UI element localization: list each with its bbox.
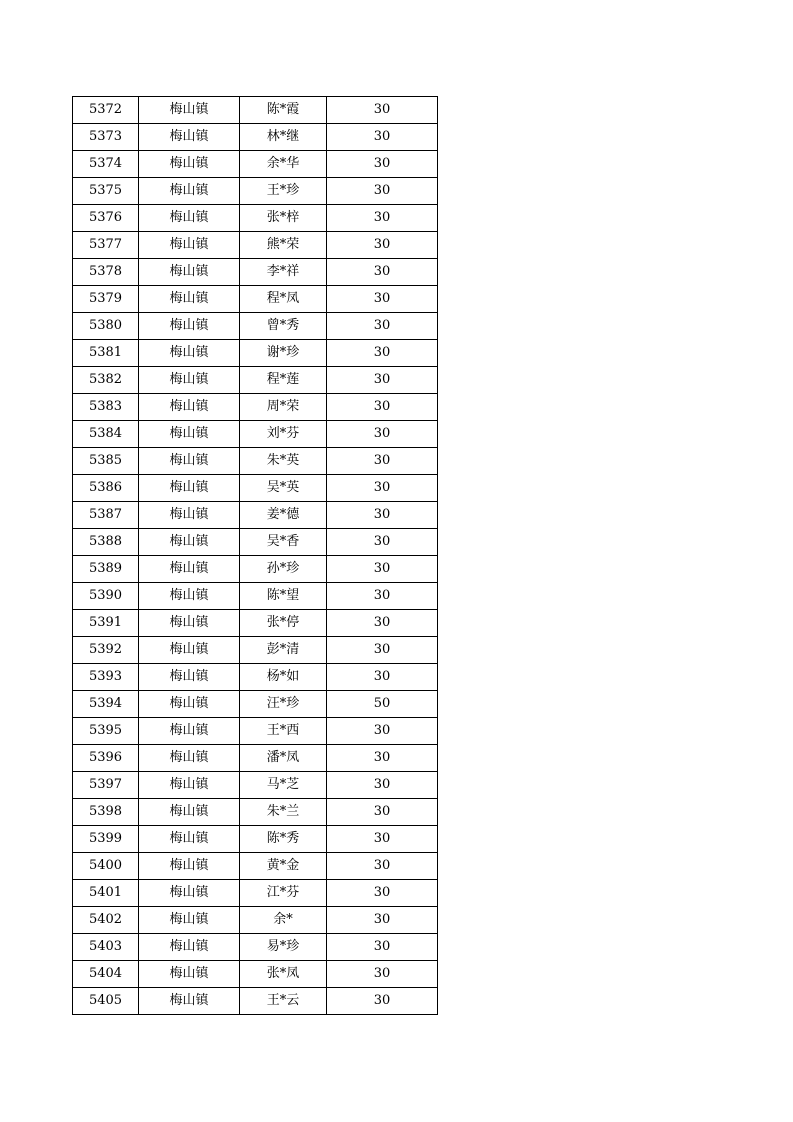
cell-amount: 30 xyxy=(327,907,438,934)
table-row xyxy=(73,772,438,799)
cell-town: 梅山镇 xyxy=(139,988,240,1015)
cell-town: 梅山镇 xyxy=(139,367,240,394)
table-row xyxy=(73,124,438,151)
table-row xyxy=(73,934,438,961)
cell-town: 梅山镇 xyxy=(139,853,240,880)
cell-name: 周*荣 xyxy=(240,394,327,421)
cell-town: 梅山镇 xyxy=(139,529,240,556)
cell-amount: 30 xyxy=(327,772,438,799)
cell-town: 梅山镇 xyxy=(139,286,240,313)
cell-name: 姜*德 xyxy=(240,502,327,529)
cell-town: 梅山镇 xyxy=(139,907,240,934)
cell-id: 5404 xyxy=(73,961,139,988)
cell-name: 陈*望 xyxy=(240,583,327,610)
cell-id: 5389 xyxy=(73,556,139,583)
cell-id: 5384 xyxy=(73,421,139,448)
cell-name: 王*珍 xyxy=(240,178,327,205)
cell-town: 梅山镇 xyxy=(139,934,240,961)
cell-id: 5375 xyxy=(73,178,139,205)
cell-id: 5401 xyxy=(73,880,139,907)
cell-amount: 30 xyxy=(327,664,438,691)
table-row xyxy=(73,691,438,718)
table-row xyxy=(73,178,438,205)
cell-amount: 30 xyxy=(327,124,438,151)
cell-id: 5387 xyxy=(73,502,139,529)
cell-amount: 30 xyxy=(327,367,438,394)
cell-name: 张*凤 xyxy=(240,961,327,988)
cell-id: 5402 xyxy=(73,907,139,934)
cell-name: 易*珍 xyxy=(240,934,327,961)
table-row xyxy=(73,475,438,502)
table-row xyxy=(73,367,438,394)
table-row xyxy=(73,907,438,934)
cell-amount: 30 xyxy=(327,853,438,880)
cell-amount: 30 xyxy=(327,259,438,286)
cell-name: 陈*霞 xyxy=(240,97,327,124)
cell-name: 陈*秀 xyxy=(240,826,327,853)
cell-name: 吴*香 xyxy=(240,529,327,556)
cell-id: 5381 xyxy=(73,340,139,367)
cell-id: 5376 xyxy=(73,205,139,232)
table-row xyxy=(73,826,438,853)
cell-name: 杨*如 xyxy=(240,664,327,691)
cell-id: 5397 xyxy=(73,772,139,799)
cell-name: 李*祥 xyxy=(240,259,327,286)
cell-id: 5393 xyxy=(73,664,139,691)
cell-name: 汪*珍 xyxy=(240,691,327,718)
table-row xyxy=(73,313,438,340)
table-row xyxy=(73,799,438,826)
cell-id: 5378 xyxy=(73,259,139,286)
cell-amount: 30 xyxy=(327,475,438,502)
cell-town: 梅山镇 xyxy=(139,691,240,718)
cell-id: 5395 xyxy=(73,718,139,745)
table-row xyxy=(73,745,438,772)
cell-id: 5398 xyxy=(73,799,139,826)
table-row xyxy=(73,637,438,664)
cell-amount: 30 xyxy=(327,502,438,529)
cell-town: 梅山镇 xyxy=(139,745,240,772)
cell-amount: 30 xyxy=(327,799,438,826)
cell-town: 梅山镇 xyxy=(139,97,240,124)
table-row xyxy=(73,259,438,286)
table-row xyxy=(73,988,438,1015)
table-row xyxy=(73,853,438,880)
cell-name: 程*凤 xyxy=(240,286,327,313)
cell-name: 谢*珍 xyxy=(240,340,327,367)
table-row xyxy=(73,394,438,421)
cell-amount: 30 xyxy=(327,556,438,583)
cell-id: 5386 xyxy=(73,475,139,502)
cell-amount: 30 xyxy=(327,880,438,907)
table-row xyxy=(73,151,438,178)
cell-amount: 30 xyxy=(327,718,438,745)
cell-amount: 30 xyxy=(327,205,438,232)
cell-town: 梅山镇 xyxy=(139,610,240,637)
cell-town: 梅山镇 xyxy=(139,421,240,448)
table-row xyxy=(73,97,438,124)
cell-town: 梅山镇 xyxy=(139,124,240,151)
cell-id: 5400 xyxy=(73,853,139,880)
table-row xyxy=(73,232,438,259)
cell-id: 5388 xyxy=(73,529,139,556)
cell-id: 5380 xyxy=(73,313,139,340)
cell-id: 5390 xyxy=(73,583,139,610)
table-row xyxy=(73,556,438,583)
cell-name: 朱*兰 xyxy=(240,799,327,826)
cell-name: 彭*清 xyxy=(240,637,327,664)
cell-name: 吴*英 xyxy=(240,475,327,502)
cell-id: 5392 xyxy=(73,637,139,664)
cell-amount: 30 xyxy=(327,961,438,988)
cell-amount: 30 xyxy=(327,529,438,556)
table-row xyxy=(73,205,438,232)
cell-town: 梅山镇 xyxy=(139,961,240,988)
cell-id: 5403 xyxy=(73,934,139,961)
table-row xyxy=(73,502,438,529)
table-row xyxy=(73,340,438,367)
cell-amount: 30 xyxy=(327,232,438,259)
cell-name: 余*华 xyxy=(240,151,327,178)
cell-name: 余* xyxy=(240,907,327,934)
cell-town: 梅山镇 xyxy=(139,583,240,610)
cell-town: 梅山镇 xyxy=(139,880,240,907)
cell-name: 马*芝 xyxy=(240,772,327,799)
table-row xyxy=(73,718,438,745)
cell-amount: 30 xyxy=(327,826,438,853)
cell-amount: 30 xyxy=(327,988,438,1015)
cell-amount: 30 xyxy=(327,610,438,637)
cell-town: 梅山镇 xyxy=(139,718,240,745)
cell-town: 梅山镇 xyxy=(139,151,240,178)
cell-town: 梅山镇 xyxy=(139,799,240,826)
cell-id: 5377 xyxy=(73,232,139,259)
cell-town: 梅山镇 xyxy=(139,502,240,529)
cell-name: 曾*秀 xyxy=(240,313,327,340)
cell-id: 5394 xyxy=(73,691,139,718)
cell-name: 张*停 xyxy=(240,610,327,637)
cell-amount: 30 xyxy=(327,178,438,205)
cell-amount: 30 xyxy=(327,151,438,178)
cell-town: 梅山镇 xyxy=(139,448,240,475)
cell-amount: 30 xyxy=(327,448,438,475)
cell-amount: 30 xyxy=(327,745,438,772)
records-body xyxy=(73,97,438,1015)
table-row xyxy=(73,880,438,907)
cell-name: 程*莲 xyxy=(240,367,327,394)
cell-id: 5372 xyxy=(73,97,139,124)
cell-town: 梅山镇 xyxy=(139,205,240,232)
cell-town: 梅山镇 xyxy=(139,340,240,367)
records-table xyxy=(72,96,438,1015)
cell-id: 5399 xyxy=(73,826,139,853)
cell-amount: 30 xyxy=(327,583,438,610)
cell-amount: 50 xyxy=(327,691,438,718)
cell-amount: 30 xyxy=(327,286,438,313)
cell-id: 5379 xyxy=(73,286,139,313)
cell-town: 梅山镇 xyxy=(139,556,240,583)
table-row xyxy=(73,610,438,637)
cell-amount: 30 xyxy=(327,934,438,961)
cell-id: 5385 xyxy=(73,448,139,475)
cell-name: 孙*珍 xyxy=(240,556,327,583)
cell-amount: 30 xyxy=(327,421,438,448)
cell-town: 梅山镇 xyxy=(139,394,240,421)
table-row xyxy=(73,664,438,691)
cell-id: 5383 xyxy=(73,394,139,421)
cell-town: 梅山镇 xyxy=(139,664,240,691)
cell-name: 王*云 xyxy=(240,988,327,1015)
table-row xyxy=(73,421,438,448)
cell-id: 5396 xyxy=(73,745,139,772)
cell-name: 朱*英 xyxy=(240,448,327,475)
cell-town: 梅山镇 xyxy=(139,475,240,502)
cell-name: 刘*芬 xyxy=(240,421,327,448)
cell-amount: 30 xyxy=(327,340,438,367)
cell-town: 梅山镇 xyxy=(139,178,240,205)
table-row xyxy=(73,286,438,313)
cell-amount: 30 xyxy=(327,313,438,340)
cell-town: 梅山镇 xyxy=(139,259,240,286)
cell-amount: 30 xyxy=(327,394,438,421)
cell-id: 5374 xyxy=(73,151,139,178)
cell-name: 潘*凤 xyxy=(240,745,327,772)
cell-amount: 30 xyxy=(327,637,438,664)
cell-name: 王*西 xyxy=(240,718,327,745)
cell-id: 5382 xyxy=(73,367,139,394)
table-row xyxy=(73,583,438,610)
cell-amount: 30 xyxy=(327,97,438,124)
cell-name: 黄*金 xyxy=(240,853,327,880)
cell-town: 梅山镇 xyxy=(139,232,240,259)
cell-town: 梅山镇 xyxy=(139,637,240,664)
cell-town: 梅山镇 xyxy=(139,772,240,799)
table-row xyxy=(73,448,438,475)
table-row xyxy=(73,961,438,988)
cell-name: 张*梓 xyxy=(240,205,327,232)
cell-name: 江*芬 xyxy=(240,880,327,907)
cell-town: 梅山镇 xyxy=(139,826,240,853)
cell-id: 5373 xyxy=(73,124,139,151)
cell-name: 林*继 xyxy=(240,124,327,151)
cell-name: 熊*荣 xyxy=(240,232,327,259)
table-row xyxy=(73,529,438,556)
cell-id: 5391 xyxy=(73,610,139,637)
cell-id: 5405 xyxy=(73,988,139,1015)
cell-town: 梅山镇 xyxy=(139,313,240,340)
